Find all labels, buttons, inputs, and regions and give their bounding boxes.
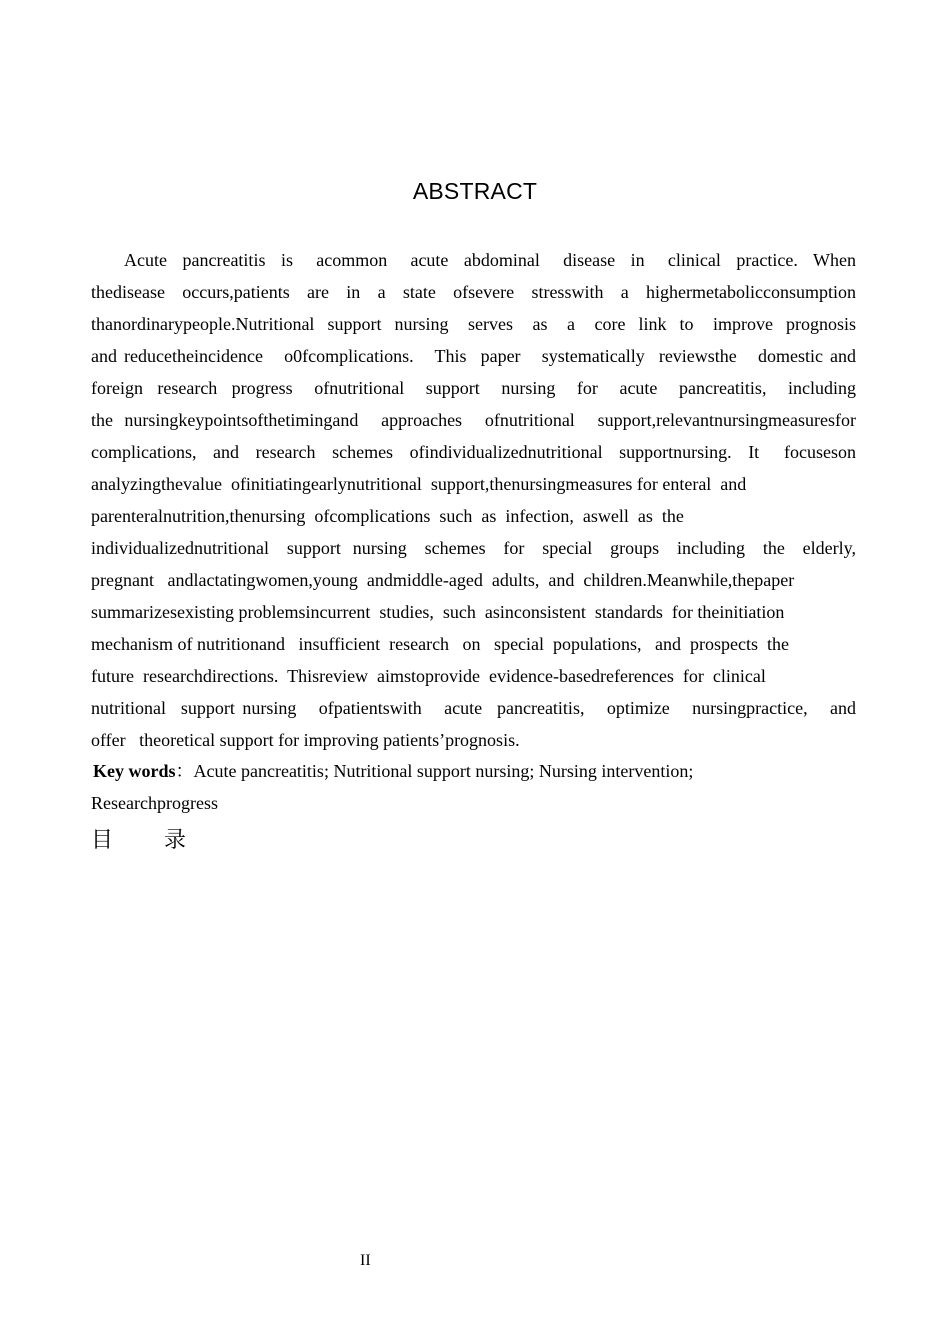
abstract-line: foreign research progress ofnutritional support nursing for acute pancreatitis, including [91, 378, 856, 398]
abstract-line: pregnant andlactatingwomen,young andmiddle-aged adults, and children.Meanwhile,thepaper [91, 570, 795, 590]
abstract-title: ABSTRACT [412, 178, 538, 204]
keywords-block [91, 757, 856, 821]
toc-heading: 目 录 [91, 828, 208, 853]
abstract-line: summarizesexisting problemsincurrent studies, such asinconsistent standards for theinitiation [91, 602, 785, 622]
abstract-line: analyzingthevalue ofinitiatingearlynutritional support,thenursingmeasures for enteral and [91, 474, 747, 494]
page-number: II [360, 1252, 371, 1269]
abstract-line: thedisease occurs,patients are in a state ofsevere stresswith a highermetabolicconsumption [91, 282, 856, 302]
abstract-body [91, 246, 856, 758]
keywords-line [91, 757, 856, 789]
abstract-line: thanordinarypeople.Nutritional support nursing serves as a core link to improve prognosis [91, 314, 856, 334]
abstract-line: individualizednutritional support nursing schemes for special groups including the elderly, [91, 538, 856, 558]
abstract-line: complications, and research schemes ofindividualizednutritional supportnursing. It focuseson [91, 442, 856, 462]
keywords-label: Key words [93, 761, 176, 781]
abstract-line: and reducetheincidence o0fcomplications. This paper systematically reviewsthe domestic and [91, 346, 856, 366]
abstract-line: mechanism of nutritionand insufficient research on special populations, and prospects the [91, 634, 789, 654]
keywords-separator: ： [175, 761, 194, 781]
abstract-line: parenteralnutrition,thenursing ofcomplications such as infection, aswell as the [91, 506, 684, 526]
abstract-line: Acute pancreatitis is acommon acute abdominal disease in clinical practice. When [124, 250, 856, 270]
abstract-line: nutritional support nursing ofpatientswith acute pancreatitis, optimize nursingpractice, and [91, 698, 856, 718]
keywords-line: Researchprogress [91, 793, 218, 813]
abstract-line: offer theoretical support for improving patients’prognosis. [91, 730, 520, 750]
abstract-line: future researchdirections. Thisreview aimstoprovide evidence-basedreferences for clinical [91, 666, 766, 686]
abstract-line: the nursingkeypointsofthetimingand approaches ofnutritional support,relevantnursingmeasuresfor [91, 410, 856, 430]
keywords-text: Acute pancreatitis; Nutritional support nursing; Nursing intervention; [193, 761, 694, 781]
